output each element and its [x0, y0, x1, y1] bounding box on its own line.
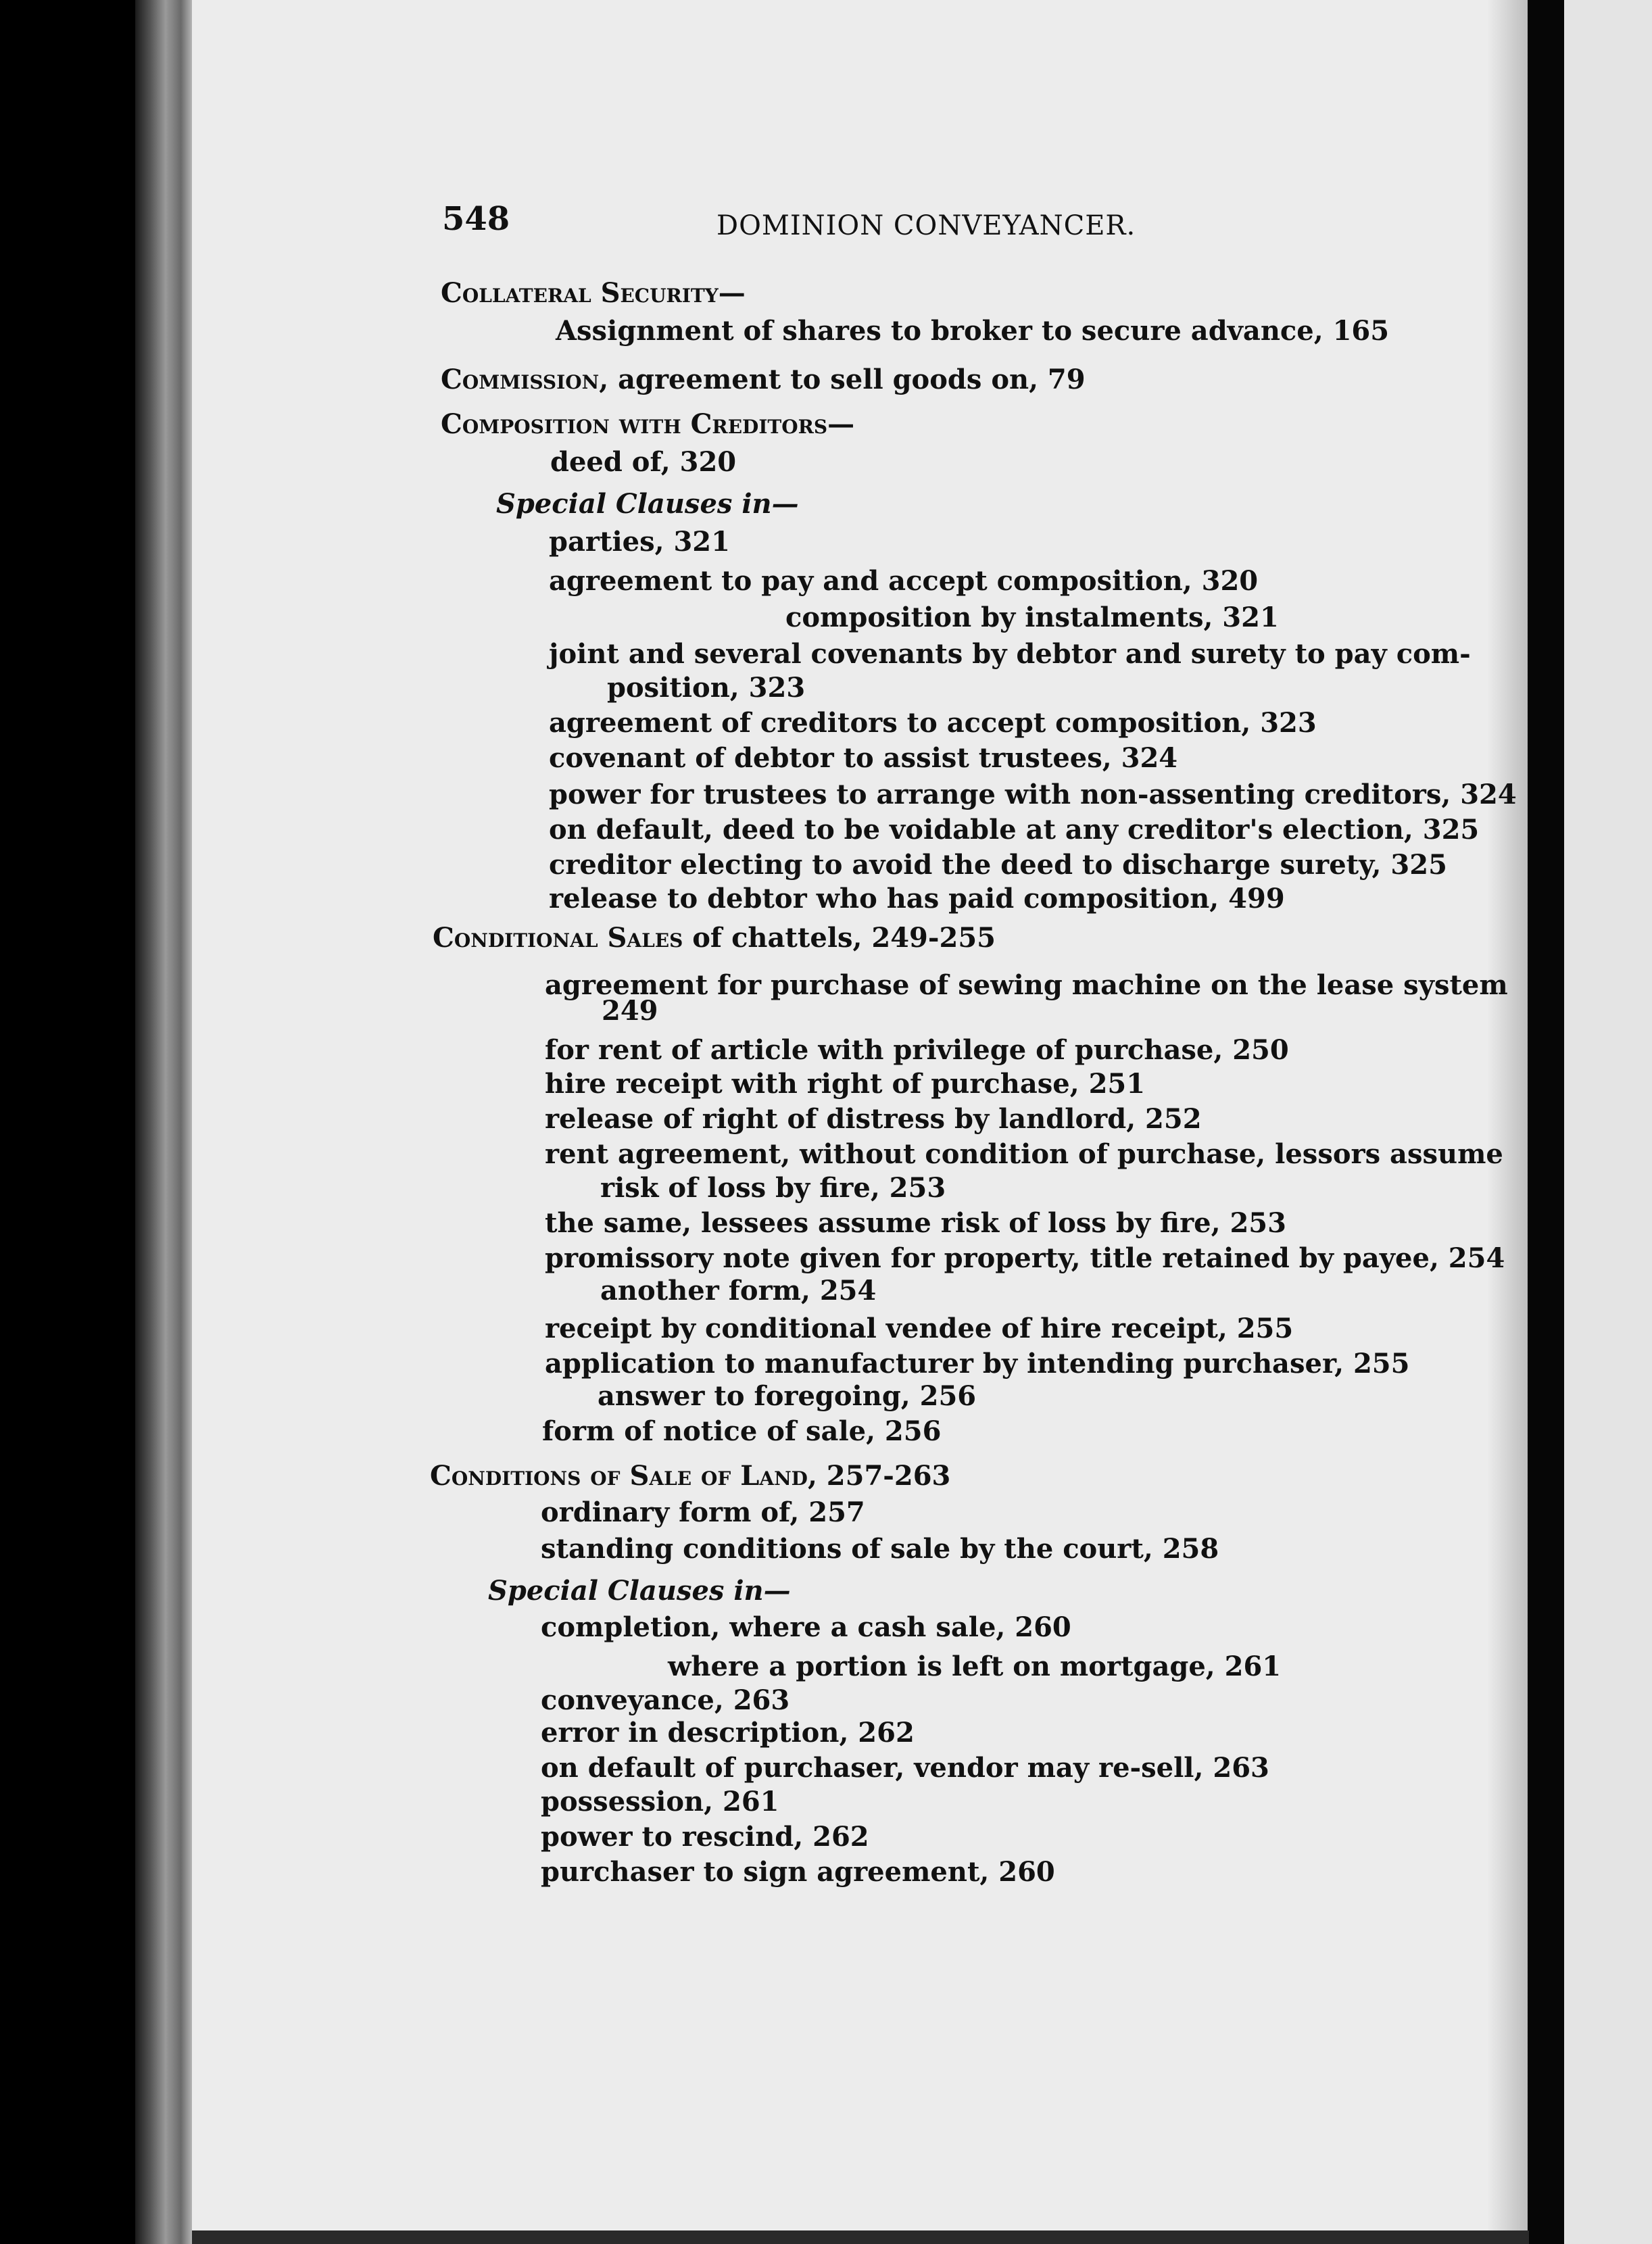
index-entry: parties, 321	[549, 526, 730, 558]
index-subheading: Special Clauses in—	[496, 488, 799, 520]
index-entry: agreement of creditors to accept composition, 323	[549, 707, 1317, 739]
page-header	[442, 200, 510, 238]
index-entry: on default, deed to be voidable at any creditor's election, 325	[549, 814, 1480, 846]
index-entry: Assignment of shares to broker to secure advance, 165	[556, 315, 1390, 347]
index-heading-row	[433, 922, 996, 954]
running-title: DOMINION CONVEYANCER.	[716, 210, 1136, 241]
index-entry: purchaser to sign agreement, 260	[541, 1856, 1055, 1888]
index-entry: agreement for purchase of sewing machine on the lease system	[545, 969, 1508, 1001]
index-entry: deed of, 320	[550, 446, 737, 478]
index-entry: covenant of debtor to assist trustees, 324	[549, 742, 1178, 774]
index-entry: conveyance, 263	[541, 1684, 790, 1716]
page-bottom-edge	[192, 2230, 1529, 2244]
index-entry: position, 323	[607, 672, 806, 704]
index-entry: power for trustees to arrange with non-assenting creditors, 324	[549, 779, 1517, 810]
index-entry: for rent of article with privilege of purchase, 250	[545, 1034, 1289, 1066]
index-entry: the same, lessees assume risk of loss by fire, 253	[545, 1207, 1286, 1239]
index-heading-row	[441, 364, 1086, 396]
index-entry: receipt by conditional vendee of hire receipt, 255	[545, 1313, 1294, 1344]
index-entry: completion, where a cash sale, 260	[541, 1611, 1071, 1643]
index-entry: power to rescind, 262	[541, 1821, 869, 1853]
index-entry: answer to foregoing, 256	[598, 1380, 977, 1412]
index-heading-rest: of chattels, 249-255	[683, 922, 996, 954]
index-entry: application to manufacturer by intending purchaser, 255	[545, 1348, 1410, 1380]
index-heading: Collateral Security—	[441, 277, 746, 309]
index-heading: Conditions of Sale of Land, 257-263	[430, 1460, 951, 1492]
page-edge-shadow	[1487, 0, 1528, 2230]
page-number: 548	[442, 200, 510, 238]
index-entry: possession, 261	[541, 1786, 779, 1818]
index-entry: risk of loss by fire, 253	[600, 1172, 946, 1204]
index-entry: agreement to pay and accept composition, 320	[549, 565, 1259, 597]
index-heading-rest: , agreement to sell goods on, 79	[599, 364, 1086, 395]
index-entry: on default of purchaser, vendor may re-sell, 263	[541, 1752, 1269, 1784]
page-gutter	[1529, 0, 1564, 2244]
index-entry: promissory note given for property, title retained by payee, 254	[545, 1242, 1505, 1274]
book-binding-edge	[135, 0, 196, 2244]
facing-page-edge	[1564, 0, 1652, 2244]
index-entry: rent agreement, without condition of purchase, lessors assume	[545, 1138, 1503, 1170]
index-entry: where a portion is left on mortgage, 261	[668, 1651, 1282, 1682]
index-heading: Composition with Creditors—	[441, 408, 855, 440]
index-entry: composition by instalments, 321	[785, 602, 1279, 633]
index-entry: form of notice of sale, 256	[542, 1415, 942, 1447]
index-entry: hire receipt with right of purchase, 251	[545, 1068, 1146, 1100]
index-heading: Commission	[441, 364, 600, 395]
index-entry: joint and several covenants by debtor and surety to pay com-	[549, 638, 1471, 670]
running-title-row	[716, 210, 1136, 242]
index-entry: release of right of distress by landlord, 252	[545, 1103, 1202, 1135]
index-entry: ordinary form of, 257	[541, 1496, 865, 1528]
index-entry: 249	[602, 995, 658, 1027]
index-entry: release to debtor who has paid composition, 499	[549, 883, 1285, 914]
index-entry: error in description, 262	[541, 1717, 915, 1749]
index-subheading: Special Clauses in—	[488, 1575, 791, 1607]
index-entry: another form, 254	[600, 1275, 877, 1307]
index-entry: creditor electing to avoid the deed to discharge surety, 325	[549, 849, 1447, 881]
index-entry: standing conditions of sale by the court, 258	[541, 1533, 1219, 1565]
index-heading: Conditional Sales	[433, 922, 683, 954]
